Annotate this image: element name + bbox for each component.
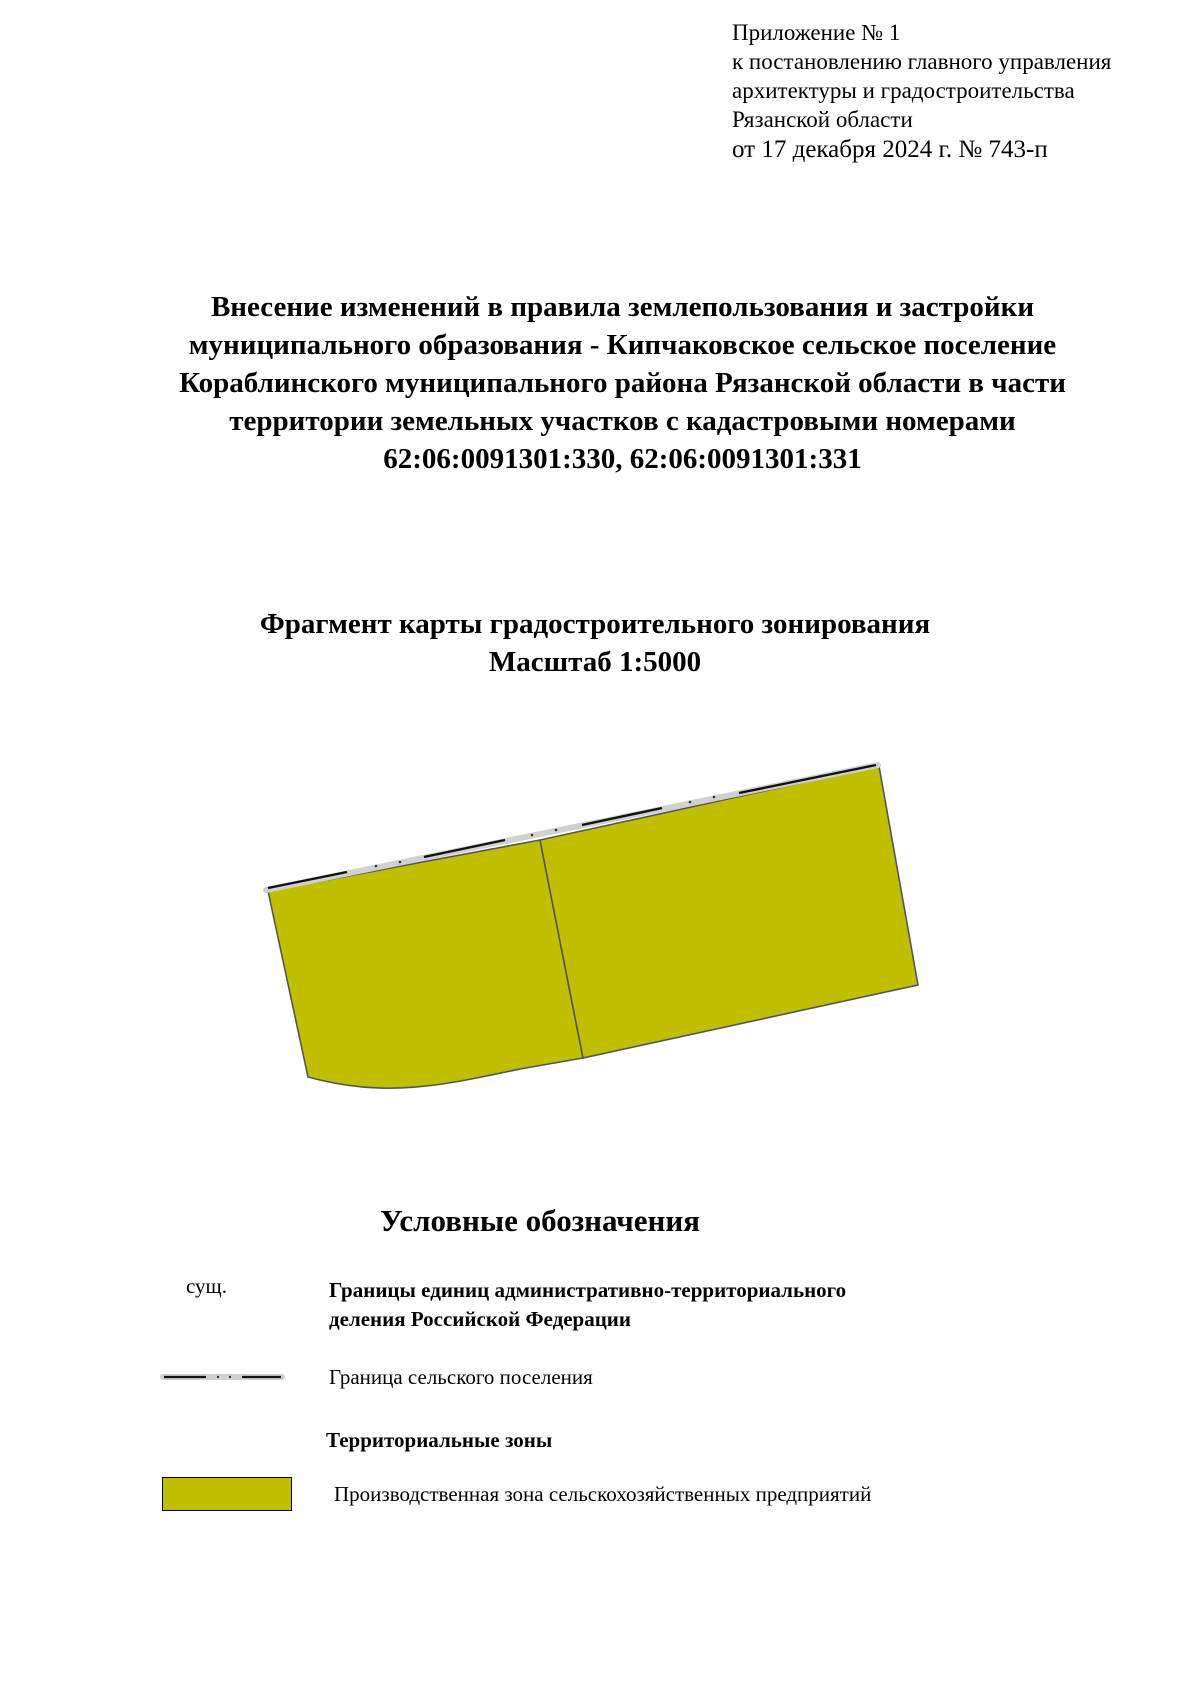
title-line: муниципального образования - Кипчаковское сельское поселение [188, 329, 1057, 361]
legend-admin-boundaries [329, 1276, 846, 1334]
legend-admin-line: деления Российской Федерации [329, 1307, 631, 1331]
appendix-line: Приложение № 1 [732, 20, 901, 45]
title-line: Внесение изменений в правила землепользования и застройки [210, 291, 1035, 323]
title-line: Кораблинского муниципального района Рязанской области в части [179, 367, 1066, 399]
settlement-border-line [266, 765, 878, 890]
legend-existing-label: сущ. [186, 1274, 227, 1298]
appendix-header [732, 18, 1172, 164]
map-fragment-heading [120, 605, 1070, 681]
border-dash [424, 840, 505, 857]
border-dash [739, 765, 876, 793]
parcel-330 [268, 840, 583, 1088]
land-parcels [268, 766, 918, 1088]
appendix-date-line: от 17 декабря 2024 г. № 743-п [732, 136, 1048, 163]
map-fragment-title: Фрагмент карты градостроительного зонирования [259, 608, 931, 640]
legend-title: Условные обозначения [380, 1203, 701, 1238]
appendix-line: Рязанской области [732, 107, 913, 132]
border-dash [268, 872, 347, 888]
map-scale: Масштаб 1:5000 [488, 646, 702, 678]
title-line: территории земельных участков с кадастровыми номерами [229, 405, 1016, 437]
appendix-line: к постановлению главного управления [732, 49, 1112, 74]
settlement-border-symbol [160, 1371, 285, 1383]
appendix-line: архитектуры и градостроительства [732, 78, 1075, 103]
legend-admin-line: Границы единиц административно-территориального [329, 1278, 847, 1302]
production-zone-swatch [162, 1477, 292, 1511]
parcel-331 [540, 766, 918, 1058]
legend-zones-heading: Территориальные зоны [326, 1428, 553, 1452]
title-line: 62:06:0091301:330, 62:06:0091301:331 [383, 443, 862, 475]
legend-production-zone: Производственная зона сельскохозяйственных предприятий [334, 1482, 872, 1506]
border-dash [582, 808, 662, 825]
document-title [60, 288, 1185, 478]
legend-settlement-border: Граница сельского поселения [329, 1365, 593, 1389]
